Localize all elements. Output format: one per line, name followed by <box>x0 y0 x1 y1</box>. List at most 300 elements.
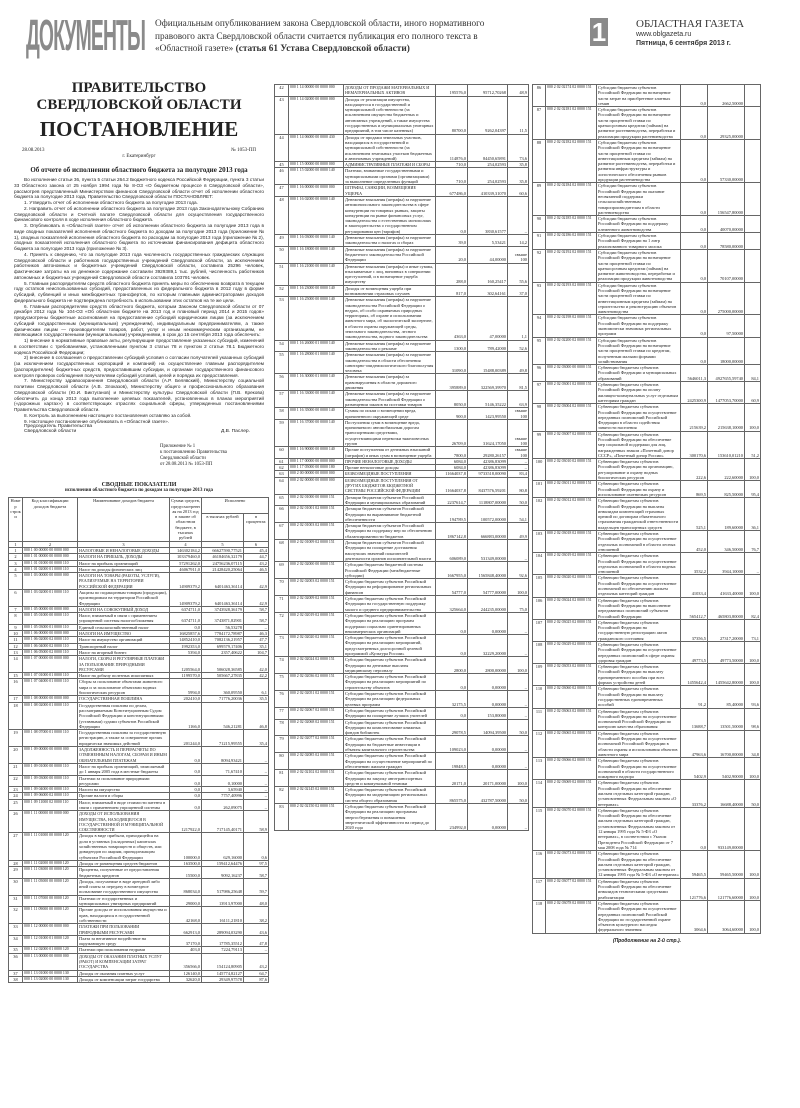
row-number: 97 <box>533 382 546 404</box>
row-plan: 109023,0 <box>436 736 468 753</box>
row-code: 000 1 07 00000 00 0000 000 <box>23 656 78 673</box>
row-percent: 100,0 <box>745 758 761 780</box>
row-executed: 2800,00000 <box>468 657 508 674</box>
row-number: 2 <box>9 554 23 560</box>
row-number: 5 <box>9 573 23 590</box>
row-name: Субвенции бюджетам субъектов Российской Федерации на осуществление переданных полномочий Российской Федерации в области содействия занятости населения <box>597 404 681 431</box>
table-row <box>533 619 761 641</box>
row-number: 21 <box>9 763 23 775</box>
row-number: 76 <box>275 691 289 708</box>
row-name: Субвенции бюджетам субъектов Российской Федерации на осуществление полномочий Российской Федерации по контролю качества образования <box>597 708 681 730</box>
row-code: 000 1 16 35000 00 0000 140 <box>289 408 344 420</box>
row-plan: 37170,0 <box>170 935 202 947</box>
table-row <box>9 547 269 553</box>
row-plan: 5646011,3 <box>681 365 708 382</box>
row-percent: 1,1 <box>508 297 529 340</box>
row-executed: 1565848,40000 <box>468 562 508 579</box>
paper-name: ОБЛАСТНАЯ ГАЗЕТА <box>636 18 745 30</box>
row-executed: 289094,03290 <box>202 924 244 936</box>
table-row <box>533 553 761 575</box>
row-executed: 9733518,00090 <box>468 471 508 477</box>
org-line-2: СВЕРДЛОВСКОЙ ОБЛАСТИ <box>36 97 242 113</box>
table-row <box>275 471 529 477</box>
row-executed: 154124,80905 <box>202 953 244 970</box>
row-name: Акцизы по подакцизным товарам (продукции), производимым на территории Российской Федерации <box>78 590 170 607</box>
row-name: Субсидии бюджетам субъектов Российской Федерации на оказание несвязанной поддержки сельскохозяйственным товаропроизводителям в области растениеводства <box>597 183 681 216</box>
row-name: Государственная пошлина за государственную регистрацию, а также за совершение прочих юридически значимых действий <box>78 730 170 747</box>
row-number: 3 <box>9 560 23 566</box>
row-name: Доходы в виде прибыли, приходящейся на доли в уставных (складочных) капиталах хозяйственных товариществ и обществ, или дивидендов по акциям, принадлежащим субъектам Российской Федерации <box>78 833 170 860</box>
row-number: 72 <box>275 612 289 634</box>
row-name: ПЛАТЕЖИ ПРИ ПОЛЬЗОВАНИИ ПРИРОДНЫМИ РЕСУРСАМИ <box>78 924 170 936</box>
decree-paragraph: 7. Министерству здравоохранения Свердловской области (А.Р. Белявский), Министерству социальной политики Свердловской области (А.В. Злоказов), Министерству общего и профессионального образования Свердловской области (Ю.И. Биктуганов) и Министерству культуры Свердловской области (П.В. Крекова) обеспечить до конца 2013 года выполнение целевых показателей, установленных в планах мероприятий («дорожных картах») в соответствующих отраслях социальной сферы, утвержденных постановлениями Правительства Свердловской области. <box>14 378 264 412</box>
row-percent: 37,0 <box>508 285 529 297</box>
row-percent: – <box>745 553 761 575</box>
row-executed: 302,64161 <box>468 285 508 297</box>
row-code: 000 1 09 04000 00 0000 110 <box>23 787 78 793</box>
row-executed: 16688,40000 <box>708 780 745 807</box>
table-row <box>533 315 761 337</box>
row-code: 000 1 12 01000 01 0000 120 <box>23 935 78 947</box>
row-plan: 100000,0 <box>170 833 202 860</box>
row-percent: 14,2 <box>508 235 529 247</box>
row-percent: 46,5 <box>244 566 269 572</box>
row-name: Субсидии бюджетам бюджетной системы Российской Федерации (межбюджетные субсидии) <box>344 562 436 579</box>
row-name: Денежные взыскания (штрафы) за нарушение законодательства в области обеспечения санитарно-эпидемиологического благополучия человека <box>344 352 436 374</box>
row-percent <box>745 249 761 282</box>
row-code: 000 2 02 03066 02 0000 151 <box>546 758 597 780</box>
row-name: Субсидии бюджетам субъектов Российской Федерации на закупку автотранспортных средств и коммунальной техники <box>344 770 436 787</box>
row-code: 000 1 05 03000 01 0000 110 <box>23 624 78 630</box>
row-percent: 100,0 <box>745 851 761 878</box>
row-name: Денежные взыскания (штрафы) за нарушение бюджетного законодательства Российской Федерации <box>344 246 436 263</box>
row-plan: 356566,0 <box>170 953 202 970</box>
row-percent: 52,6 <box>508 340 529 352</box>
row-plan: 1455642,4 <box>681 664 708 686</box>
row-number: 99 <box>533 431 546 458</box>
table-row <box>533 233 761 250</box>
row-code: 000 2 02 03060 02 0000 151 <box>546 686 597 708</box>
row-plan: 2800,0 <box>436 657 468 674</box>
table-row <box>533 878 761 900</box>
row-percent: 87,6 <box>244 976 269 982</box>
table-row <box>275 787 529 804</box>
row-plan: 91,2 <box>681 686 708 708</box>
row-code: 000 1 16 00000 00 0000 000 <box>289 185 344 197</box>
row-plan: 39,0 <box>436 235 468 247</box>
row-name: Субсидии бюджетам субъектов Российской Федерации на бюджетные инвестиции в объекты капитального строительства <box>344 736 436 753</box>
row-number: 111 <box>533 708 546 730</box>
row-percent: свыше 100 <box>508 447 529 459</box>
row-code: 000 1 16 21000 00 0000 140 <box>289 263 344 285</box>
row-code: 000 1 16 18000 00 0000 140 <box>289 246 344 263</box>
row-name: Субсидии бюджетам субъектов Российской Федерации на возмещение части затрат на приобретение элитных семян <box>597 85 681 107</box>
decree-paragraph: Во исполнение статьи 36, пункта 5 статьи 264.2 Бюджетного кодекса Российской Федерации, пункта 3 статьи 33 Областного закона от 25 ноября 1994 года № 8-ОЗ «О бюджетном процессе в Свердловской области», рассмотрев представленный Министерством финансов Свердловской области отчет об исполнении областного бюджета за полугодие 2013 года, Правительство Свердловской области ПОСТАНОВЛЯЕТ: <box>14 177 264 200</box>
row-percent: 100,0 <box>745 404 761 431</box>
row-code: 000 1 09 06000 02 0000 110 <box>23 793 78 799</box>
table-row <box>275 612 529 634</box>
row-executed: 14094,39500 <box>468 719 508 736</box>
row-code: 000 2 02 03069 02 0000 151 <box>546 780 597 807</box>
row-plan: 0,0 <box>681 282 708 315</box>
table-row <box>533 531 761 553</box>
row-executed: 27317,20000 <box>708 619 745 641</box>
row-percent: 98,6 <box>745 708 761 730</box>
decree-paragraph: 6. Главным распорядителям средств областного бюджета, которым Законом Свердловской области от 07 декабря 2012 года № 104-ОЗ «Об областном бюджете на 2013 год и плановый период 2014 и 2015 годов» предусмотрены бюджетные ассигнования на предоставление субсидий юридическим лицам (за исключением субсидий государственным (муниципальным) учреждениям), индивидуальным предпринимателям, а также физическим лицам — производителям товаров, работ, услуг и иным некоммерческим организациям, не являющимся государственными (муниципальными) учреждениями, в срок до 15 сентября 2013 года обеспечить: <box>14 303 264 338</box>
table-row <box>9 935 269 947</box>
row-executed: 21428420,25064 <box>202 566 244 572</box>
row-number: 13 <box>9 649 23 655</box>
row-number: 104 <box>533 553 546 575</box>
row-name: Субсидии бюджетам субъектов Российской Федерации на возмещение части процентной ставки по краткосрочным кредитам (займам) на развитие растениеводства, переработки и реализации продукции растениеводства <box>597 107 681 140</box>
row-code: 000 1 06 04000 02 0000 110 <box>23 643 78 649</box>
row-name: Налог на прибыль организаций <box>78 560 170 566</box>
row-executed: 47,00000 <box>468 297 508 340</box>
table-row <box>275 391 529 408</box>
row-percent: 63,9 <box>508 391 529 408</box>
table-row <box>275 263 529 285</box>
row-number: 49 <box>275 235 289 247</box>
row-plan: 0,0 <box>681 315 708 337</box>
row-name: Налог на доходы физических лиц <box>78 566 170 572</box>
row-name: Субсидии бюджетам субъектов Российской Федерации на поддержку племенного животноводства <box>597 216 681 233</box>
table-row <box>275 804 529 831</box>
row-code: 000 2 02 02085 02 0000 151 <box>289 753 344 770</box>
row-percent: 54,1 <box>508 506 529 523</box>
table-row <box>533 597 761 619</box>
row-number: 87 <box>533 107 546 140</box>
row-number: 60 <box>275 447 289 459</box>
row-executed: 3,65940 <box>202 787 244 793</box>
row-executed: 3944,10000 <box>708 553 745 575</box>
row-plan: 29078,5 <box>436 719 468 736</box>
row-executed: 49773,50000 <box>708 641 745 663</box>
row-executed: 1477053,70000 <box>708 382 745 404</box>
row-number: 48 <box>275 196 289 234</box>
row-percent: 0,6 <box>244 833 269 860</box>
row-number: 34 <box>9 935 23 947</box>
table-row <box>9 673 269 679</box>
header-name: Наименование доходов бюджета <box>78 498 170 541</box>
row-code: 000 1 08 07000 01 0000 110 <box>23 730 78 747</box>
row-executed: 42386,83099 <box>468 458 508 464</box>
row-plan: 29000,0 <box>170 895 202 907</box>
row-number: 17 <box>9 696 23 702</box>
row-executed: 54777,00000 <box>468 579 508 596</box>
row-plan: 325664,0 <box>436 596 468 613</box>
row-name: Платежи, взимаемые государственными и муниципальными органами (организациями) за выполнение определенных функций <box>344 168 436 185</box>
row-percent: – <box>508 612 529 634</box>
row-plan: 0,0 <box>681 807 708 850</box>
row-plan: 1199570,0 <box>170 673 202 679</box>
row-executed: 3064,60000 <box>708 900 745 933</box>
row-name: Субвенции бюджетам субъектов Российской Федерации на осуществление переданных полномочий в сфере охраны здоровья граждан <box>597 641 681 663</box>
row-percent: – <box>244 793 269 799</box>
row-plan: 54777,0 <box>436 579 468 596</box>
row-percent: 84,1 <box>745 365 761 382</box>
row-plan: 0,0 <box>681 183 708 216</box>
row-name: Субсидии бюджетам субъектов Российской Федерации на реализацию программ поддержки социально ориентированных некоммерческих организаций <box>344 612 436 634</box>
row-code: 000 2 02 03073 02 0000 151 <box>546 851 597 878</box>
row-executed: 717145,40171 <box>202 811 244 833</box>
row-number: 55 <box>275 352 289 374</box>
row-name: Денежные взыскания (штрафы) за нарушение законодательства о рекламе <box>344 340 436 352</box>
revenue-table-part-3 <box>532 84 761 934</box>
row-name: Субсидии бюджетам субъектов Российской Федерации на осуществление мероприятий по обеспечению жильем граждан <box>344 753 436 770</box>
row-name: Денежные взыскания (штрафы) за нарушение законодательства Российской Федерации о размещении заказов на поставки товаров <box>344 391 436 408</box>
row-name: Субвенции бюджетам субъектов Российской Федерации на обеспечение жильем отдельных категорий граждан, установленных Федеральным законом «О ветеранах» <box>597 780 681 807</box>
row-plan: 0,0 <box>170 793 202 799</box>
row-plan: 222,6 <box>681 459 708 481</box>
row-executed: 465803,80000 <box>708 597 745 619</box>
decree-paragraph: 9. Настоящее постановление опубликовать в «Областной газете». <box>24 418 170 424</box>
row-number: 27 <box>9 833 23 860</box>
row-plan: 126140,0 <box>170 970 202 976</box>
row-percent: 82,4 <box>745 597 761 619</box>
row-code: 000 2 02 02198 02 0000 151 <box>546 315 597 337</box>
row-executed: 78580,00000 <box>708 233 745 250</box>
row-code: 000 2 02 02020 02 0000 151 <box>289 635 344 657</box>
row-executed: 5146,35222 <box>468 391 508 408</box>
row-name: Субвенции бюджетам субъектов Российской Федерации на осуществление отдельных полномочий в области лесных отношений <box>597 531 681 553</box>
row-name: Прочие доходы от использования имущества и прав, находящихся в государственной собственности <box>78 907 170 924</box>
row-code: 000 1 17 05000 00 0000 180 <box>289 465 344 471</box>
row-percent: 100,0 <box>745 459 761 481</box>
table-row <box>275 540 529 562</box>
row-plan: 662913,0 <box>170 924 202 936</box>
row-name: Денежные взыскания (штрафы) за правонарушения в области дорожного движения <box>344 374 436 391</box>
row-number: 68 <box>275 540 289 562</box>
row-percent: – <box>244 775 269 787</box>
table-row <box>533 85 761 107</box>
row-percent: 42,9 <box>244 573 269 590</box>
row-number: 1 <box>9 547 23 553</box>
row-plan: 3064,6 <box>681 900 708 933</box>
row-percent: – <box>244 947 269 953</box>
row-name: НАЛОГИ НА ИМУЩЕСТВО <box>78 631 170 637</box>
row-executed: 699579,17406 <box>202 643 244 649</box>
row-code: 000 1 16 03000 00 0000 140 <box>289 235 344 247</box>
row-percent: 50,0 <box>508 787 529 804</box>
row-percent: 42,0 <box>244 656 269 673</box>
table-row <box>9 976 269 982</box>
row-number: 38 <box>9 976 23 982</box>
row-number: 51 <box>275 263 289 285</box>
row-executed: 410339,31070 <box>468 185 508 197</box>
row-code: 000 2 02 02181 02 0000 151 <box>546 107 597 140</box>
row-percent: – <box>508 540 529 562</box>
row-plan: 121776,6 <box>681 878 708 900</box>
row-executed: 121776,60000 <box>708 878 745 900</box>
row-code: 000 2 02 01003 02 0000 151 <box>289 523 344 540</box>
row-code: 000 1 03 02000 01 0000 110 <box>23 590 78 607</box>
row-executed: 506028,36585 <box>202 656 244 673</box>
row-plan: 14909379,2 <box>170 590 202 607</box>
row-percent: 59,7 <box>244 878 269 895</box>
row-number: 9 <box>9 624 23 630</box>
row-code: 000 2 02 02003 02 0000 151 <box>289 579 344 596</box>
row-plan: 3532,2 <box>681 553 708 575</box>
row-plan: 146302184,2 <box>170 547 202 553</box>
row-code: 000 2 02 03024 02 0000 151 <box>546 597 597 619</box>
row-code: 000 2 02 03077 02 0000 151 <box>546 878 597 900</box>
row-number: 50 <box>275 246 289 263</box>
row-percent: 83,4 <box>508 471 529 477</box>
row-name: Субсидии бюджетам субъектов Российской Федерации на реализацию программы энергосбережения и повышения энергетической эффективности на период до 2020 года <box>344 804 436 831</box>
revenue-table-part-1 <box>8 497 269 983</box>
row-number: 23 <box>9 787 23 793</box>
decree-number: № 1053-ПП <box>231 148 256 153</box>
row-code: 000 1 14 02000 00 0000 000 <box>289 96 344 134</box>
table-row <box>533 282 761 315</box>
row-number: 88 <box>533 139 546 182</box>
row-name: Налог, взимаемый в виде стоимости патента в связи с применением упрощенной системы <box>78 799 170 811</box>
row-name: Субвенции бюджетам субъектов Российской Федерации на осуществление полномочий в области государственного пожарного надзора <box>597 758 681 780</box>
row-number: 90 <box>533 216 546 233</box>
table-row <box>275 246 529 263</box>
row-number: 7 <box>9 606 23 612</box>
row-name: Субсидии бюджетам субъектов Российской Федерации на поддержку экономически значимых региональных программ <box>597 315 681 337</box>
row-plan: 13688,7 <box>681 708 708 730</box>
row-name: Субвенции бюджетам субъектов Российской Федерации на осуществление отдельных полномочий в области водных отношений <box>597 553 681 575</box>
row-name: Субвенции бюджетам субъектов Российской Федерации на охрану и использование охотничьих ресурсов <box>597 481 681 498</box>
signature <box>8 424 270 434</box>
row-number: 47 <box>275 185 289 197</box>
page-number: 1 <box>591 17 607 47</box>
row-executed: 531349,00000 <box>468 540 508 562</box>
row-number: 67 <box>275 523 289 540</box>
row-name: Доходы, получаемые в виде арендной либо иной платы за передачу в возмездное пользование государственного имущества <box>78 878 170 895</box>
header-plan: Сумма средств, предусмотренная на 2013 год в законе об областном бюджете, в тысячах рублей <box>171 498 200 541</box>
row-percent: 48,0 <box>244 895 269 907</box>
row-number: 26 <box>9 811 23 833</box>
table-row <box>9 953 269 970</box>
row-number: 96 <box>533 365 546 382</box>
row-code: 000 1 09 11000 02 0000 110 <box>23 799 78 811</box>
row-plan: 14852410,0 <box>170 637 202 643</box>
row-executed: 1423,99550 <box>468 408 508 420</box>
header-code: Код классификации доходов бюджета <box>23 498 78 541</box>
decree-city: г. Екатеринбург <box>122 154 156 159</box>
row-name: Проценты, полученные от предоставления бюджетных кредитов <box>78 867 170 879</box>
row-code: 000 2 02 02036 02 0000 151 <box>289 674 344 691</box>
row-name: Субвенции бюджетам субъектов Российской Федерации на выплату единовременного пособия при всех формах устройства детей <box>597 664 681 686</box>
table-row <box>9 730 269 747</box>
table-row <box>533 249 761 282</box>
row-plan: 0,0 <box>681 216 708 233</box>
row-percent: 43,2 <box>244 953 269 970</box>
row-name: ДОХОДЫ ОТ ОКАЗАНИЯ ПЛАТНЫХ УСЛУГ (РАБОТ) И КОМПЕНСАЦИИ ЗАТРАТ ГОСУДАРСТВА <box>78 953 170 970</box>
row-percent: – <box>508 196 529 234</box>
row-plan: 163500,0 <box>170 860 202 866</box>
decree-paragraph: 2. Направить отчет об исполнении областного бюджета за полугодие 2013 года Законодательному Собранию Свердловской области и Счетной палате Свердловской области для осуществления государственного финансового контроля в ходе исполнения областного бюджета. <box>14 205 264 223</box>
paper-info <box>636 18 744 48</box>
row-code: 000 2 02 02184 02 0000 151 <box>546 183 597 216</box>
row-name: БЕЗВОЗМЕЗДНЫЕ ПОСТУПЛЕНИЯ ОТ ДРУГИХ БЮДЖЕТОВ БЮДЖЕТНОЙ СИСТЕМЫ РОССИЙСКОЙ ФЕДЕРАЦИИ <box>344 477 436 494</box>
row-number: 109 <box>533 664 546 686</box>
row-number: 35 <box>9 947 23 953</box>
right-column <box>532 84 762 945</box>
row-code: 000 2 02 03070 02 0000 151 <box>546 807 597 850</box>
row-percent: – <box>508 465 529 471</box>
row-executed: 29325,00000 <box>708 107 745 140</box>
row-number: 33 <box>9 924 23 936</box>
row-name: Субвенции бюджетам субъектов Российской Федерации на осуществление полномочий Российской Федерации в области охраны и использования объектов животного мира <box>597 730 681 757</box>
row-executed: 0,00000 <box>468 736 508 753</box>
row-code: 000 2 02 02192 02 0000 151 <box>546 249 597 282</box>
row-code: 000 1 16 02000 00 0000 140 <box>289 196 344 234</box>
row-plan: 900,0 <box>436 408 468 420</box>
row-plan: 49773,5 <box>681 641 708 663</box>
row-name: Прочие поступления от денежных взысканий (штрафов) и иных сумм в возмещение ущерба <box>344 447 436 459</box>
row-number: 114 <box>533 780 546 807</box>
row-percent: 43,6 <box>244 924 269 936</box>
row-plan: 6374711,0 <box>170 606 202 612</box>
paper-site[interactable]: www.oblgazeta.ru <box>636 31 692 38</box>
row-code: 000 2 02 03078 02 0000 151 <box>546 900 597 933</box>
row-number: 92 <box>533 249 546 282</box>
middle-column <box>274 84 529 831</box>
table-title-main: СВОДНЫЕ ПОКАЗАТЕЛИ <box>101 482 177 489</box>
row-number: 108 <box>533 641 546 663</box>
appendix-line: Приложение № 1 <box>160 444 196 450</box>
row-code: 000 1 11 09000 00 0000 120 <box>23 907 78 924</box>
continued-note: (Продолжение на 2-й стр.). <box>612 937 682 944</box>
table-row <box>275 419 529 446</box>
decree-paragraph: 3. Опубликовать в «Областной газете» отчет об исполнении областного бюджета за полугодие 2013 года в виде сводных показателей исполнения областного бюджета по доходам за полугодие 2013 года (приложение № 1), сводных показателей исполнения областного бюджета по расходам за полугодие 2013 года (приложение № 2), сводных показателей исполнения областного бюджета по источникам финансирования дефицита областного бюджета за полугодие 2013 года (приложение № 3). <box>14 223 264 251</box>
row-code: 000 1 11 07000 00 0000 120 <box>23 895 78 907</box>
row-code: 000 1 11 00000 00 0000 000 <box>23 811 78 833</box>
table-row <box>533 780 761 807</box>
row-number: 101 <box>533 481 546 498</box>
row-executed: 189,60000 <box>708 498 745 531</box>
signer-title-2: Свердловской области <box>24 429 77 435</box>
row-percent: 34,8 <box>745 730 761 757</box>
row-plan: 11664037,8 <box>436 471 468 477</box>
table-row <box>275 134 529 161</box>
row-number: 61 <box>275 458 289 464</box>
row-code: 000 1 16 28000 01 0000 140 <box>289 352 344 374</box>
row-plan: 5394,0 <box>170 649 202 655</box>
table-row <box>275 297 529 340</box>
row-code: 000 1 16 26000 01 0000 140 <box>289 340 344 352</box>
row-name: Субсидии бюджетам субъектов Российской Федерации на возмещение части процентной ставки по инвестиционным кредитам (займам) на развитие растениеводства, переработки и развития инфраструктуры и логистического обеспечения рынков продукции растениеводства <box>597 139 681 182</box>
row-plan: 4363,0 <box>436 297 468 340</box>
row-plan: 868034,0 <box>170 878 202 895</box>
header-exec: Исполнено <box>202 498 269 513</box>
row-executed: 2662,50000 <box>708 85 745 107</box>
row-number: 58 <box>275 408 289 420</box>
table-row <box>533 851 761 878</box>
header-exec-rub: в тысячах рублей <box>202 513 244 541</box>
row-number: 79 <box>275 736 289 753</box>
row-percent: 50,0 <box>745 780 761 807</box>
row-executed: 666883,00000 <box>468 523 508 540</box>
row-number: 25 <box>9 799 23 811</box>
row-code: 000 2 02 02145 02 0000 151 <box>289 787 344 804</box>
appendix-line: к постановлению Правительства <box>160 450 227 456</box>
row-name: Субсидии бюджетам субъектов Российской Федерации на возмещение части процентной ставки по краткосрочным кредитам (займам) на развитие животноводства, переработки и реализации продукции животноводства <box>597 249 681 282</box>
row-number: 95 <box>533 337 546 364</box>
row-number: 112 <box>533 730 546 757</box>
row-percent: 46,3 <box>244 631 269 637</box>
row-percent <box>745 183 761 216</box>
row-code: 000 1 14 06000 00 0000 430 <box>289 134 344 161</box>
row-executed: 85,40000 <box>708 686 745 708</box>
row-code: 000 2 02 03065 02 0000 151 <box>546 730 597 757</box>
row-code: 000 1 11 02000 00 0000 120 <box>23 860 78 866</box>
table-row <box>533 481 761 498</box>
